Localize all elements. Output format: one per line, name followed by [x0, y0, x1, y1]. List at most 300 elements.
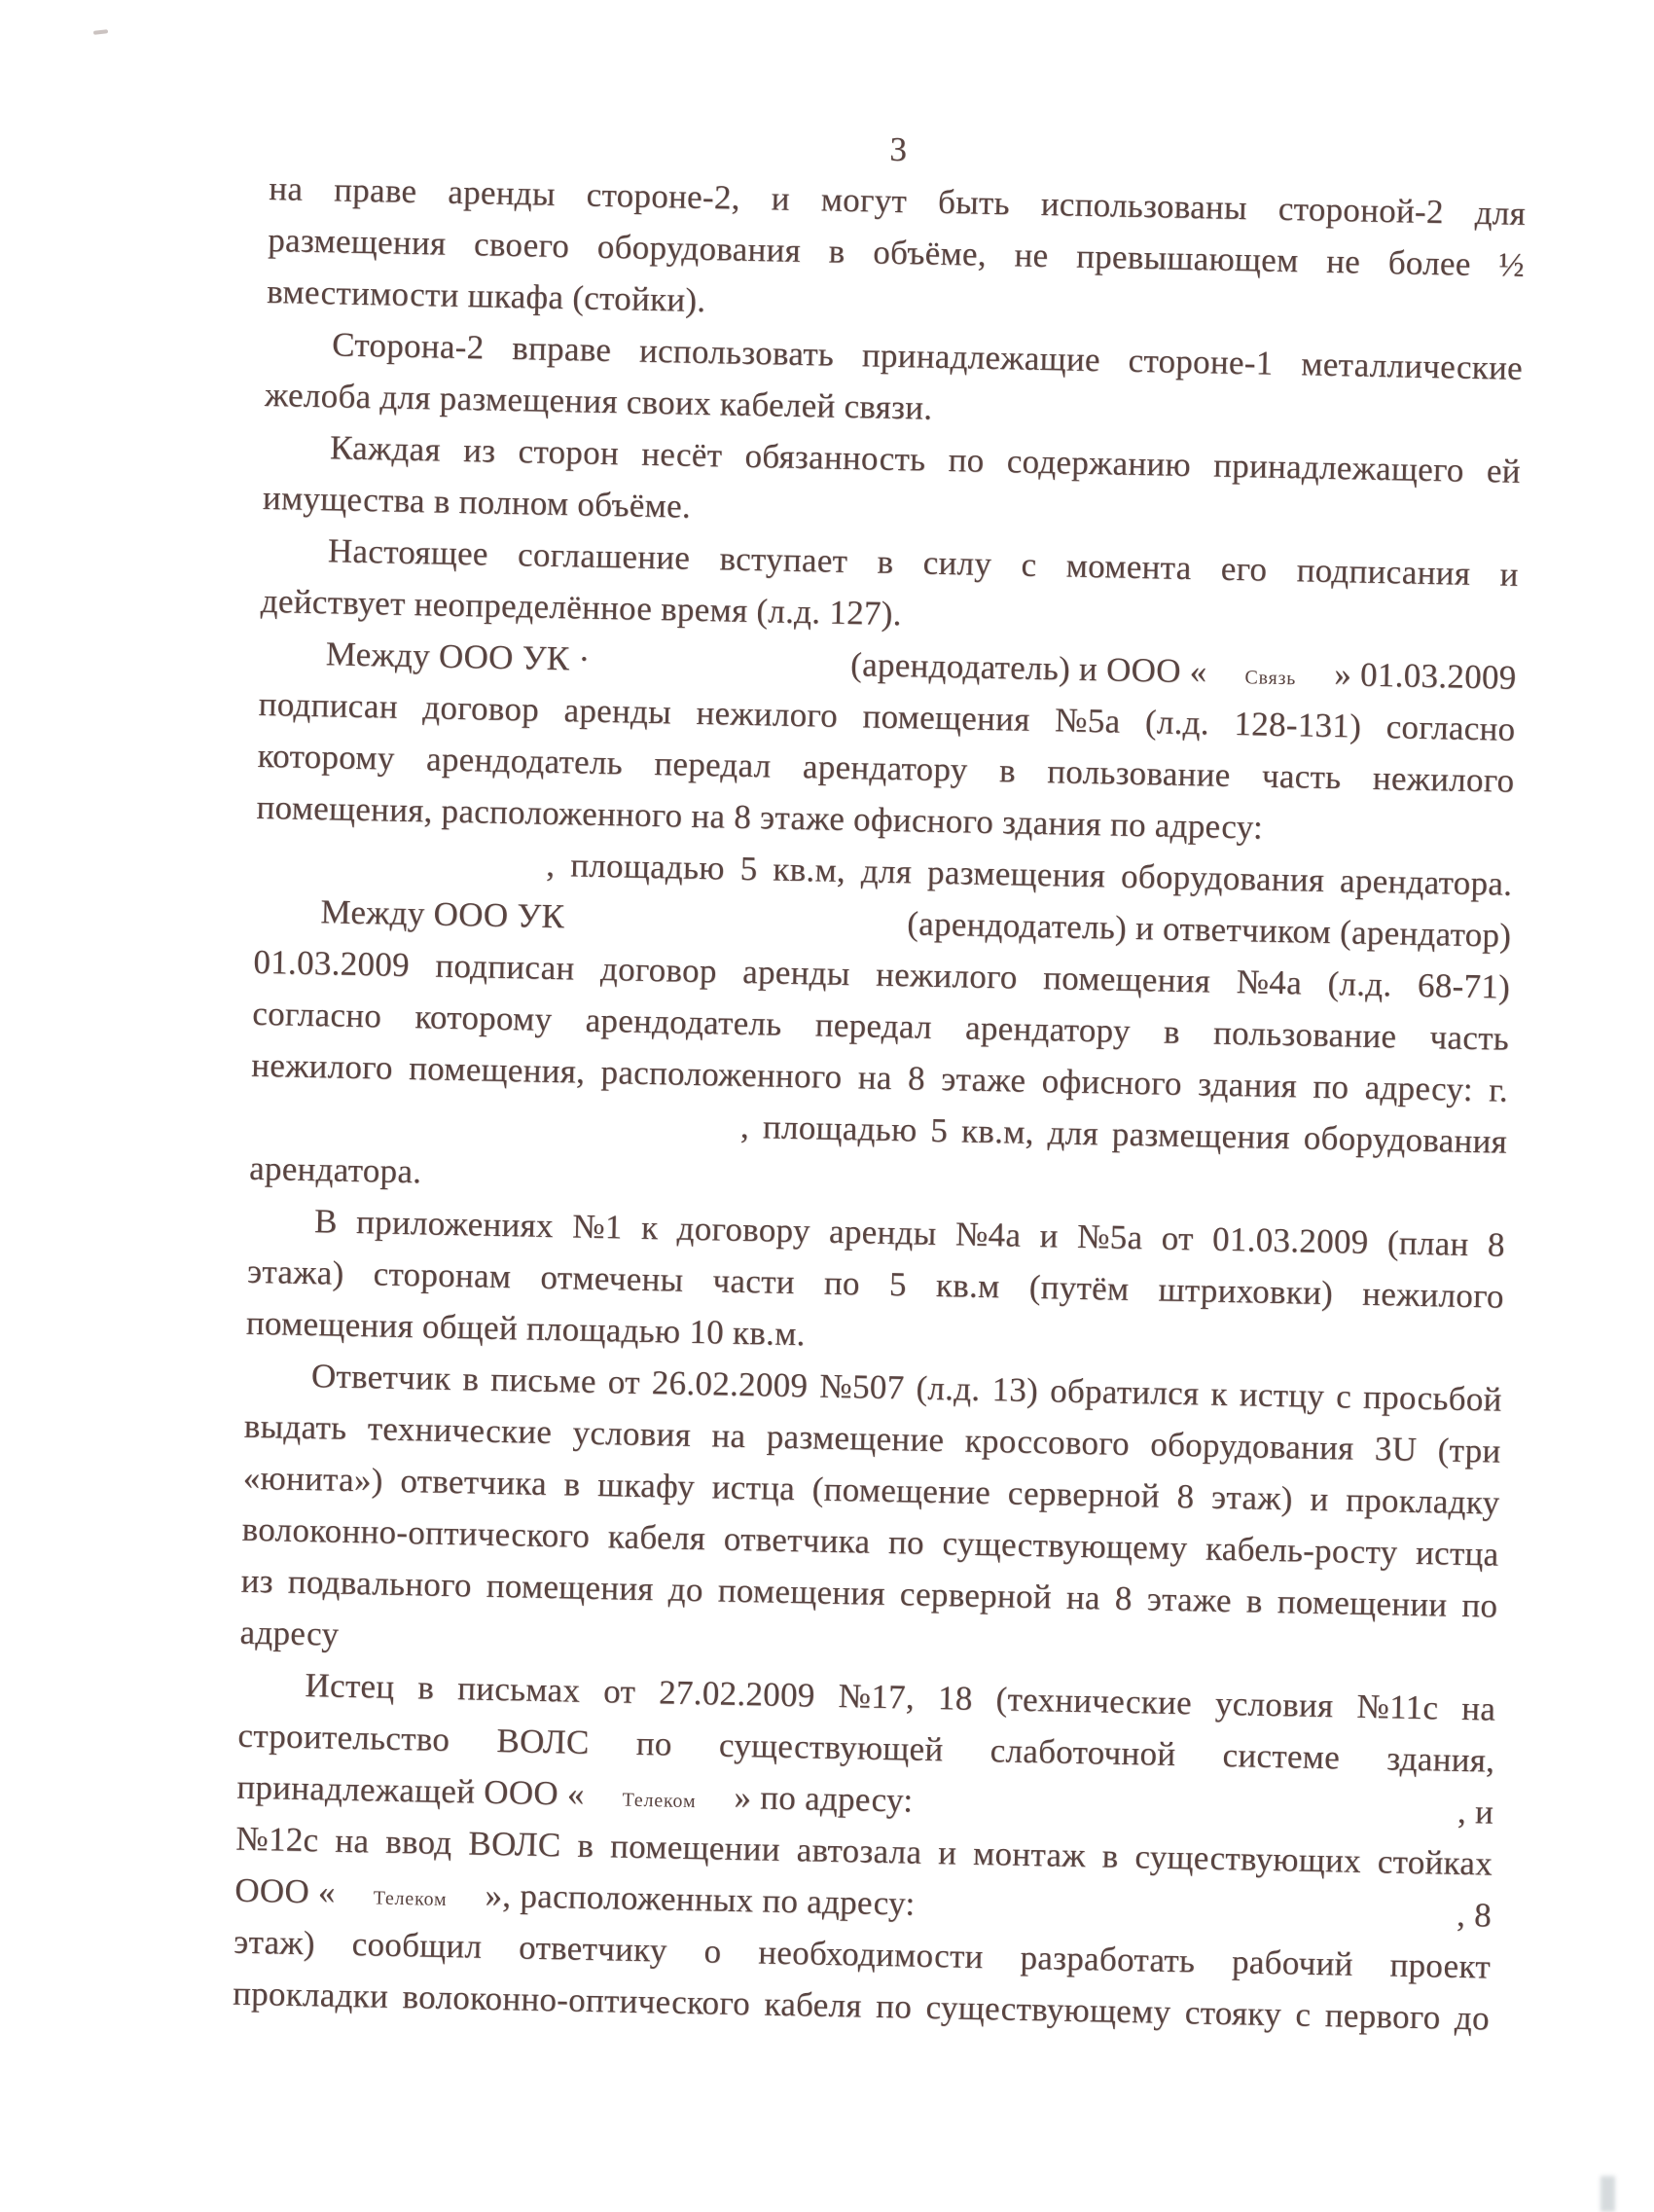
word: 8 — [1176, 1476, 1195, 1516]
word: подписан — [435, 946, 575, 988]
word: сторонам — [373, 1254, 512, 1296]
word: подписания — [1296, 551, 1471, 593]
word: на — [691, 796, 726, 836]
word: 18 — [937, 1679, 973, 1718]
word: Каждая — [329, 428, 442, 469]
word: помещения — [717, 1571, 886, 1613]
word: время — [660, 590, 748, 630]
word: разработать — [1020, 1938, 1196, 1980]
word: ответчиком — [1162, 909, 1332, 952]
word: №4а — [954, 1215, 1022, 1254]
word: кабеля — [764, 1984, 863, 2025]
redacted-blank-gap — [573, 916, 898, 924]
word: обязанность — [744, 436, 926, 479]
word: не — [1325, 241, 1361, 281]
word: (помещение — [811, 1469, 991, 1512]
word: №507 — [819, 1366, 905, 1407]
word: , — [1456, 1792, 1467, 1831]
word: кв.м — [935, 1265, 1001, 1306]
word: вместимости — [266, 272, 460, 314]
word: использованы — [1040, 184, 1248, 228]
word: площадью — [762, 1107, 917, 1149]
word: от — [602, 1672, 636, 1711]
word: адресу: — [804, 1779, 914, 1820]
word: №5а — [1076, 1216, 1143, 1257]
word: №11с — [1356, 1686, 1439, 1727]
word: по — [635, 1723, 673, 1763]
word: соглашение — [517, 535, 691, 577]
word: на — [711, 1416, 746, 1456]
word: кабеля — [607, 1517, 706, 1558]
word: №12с — [234, 1819, 319, 1860]
word: №17, — [838, 1677, 916, 1717]
word: которому — [414, 997, 553, 1038]
word: аренды — [828, 1212, 937, 1252]
word: на — [269, 168, 304, 208]
word: шкафу — [596, 1466, 696, 1506]
word: на — [335, 1821, 370, 1861]
word: ей — [1486, 452, 1522, 490]
word: в — [877, 542, 894, 581]
word: стороной-2 — [1277, 189, 1445, 232]
word: « — [317, 1872, 337, 1911]
word: площадью — [569, 846, 726, 888]
word: до — [667, 1570, 704, 1610]
word: размещения — [267, 220, 447, 263]
word: о — [703, 1932, 722, 1971]
word: существующей — [718, 1725, 944, 1769]
word: 8 — [1473, 1896, 1492, 1935]
redacted-blank-gap — [256, 858, 531, 865]
word: слаботочной — [989, 1731, 1176, 1774]
word: » — [1333, 655, 1352, 694]
word: 5 — [739, 849, 758, 888]
word: размещения — [1111, 1114, 1291, 1157]
word: аренды — [741, 952, 851, 994]
word: кроссового — [964, 1421, 1131, 1463]
redacted-blank-gap — [921, 1800, 1449, 1812]
word: здания — [1001, 803, 1102, 844]
word: размещение — [766, 1417, 945, 1460]
word: от — [1161, 1218, 1195, 1258]
word: (три — [1437, 1431, 1501, 1470]
word: условия — [1214, 1684, 1334, 1725]
word: « — [1189, 652, 1207, 691]
word: до — [1454, 1998, 1491, 2038]
word: по — [948, 441, 985, 480]
word: передал — [654, 744, 772, 785]
word: превышающем — [1075, 236, 1299, 280]
word: ООО — [433, 894, 509, 935]
word: «юнита») — [242, 1458, 384, 1500]
word: сторон — [518, 432, 620, 473]
word: просьбой — [1362, 1377, 1503, 1419]
word: Между — [325, 635, 431, 675]
word: этаж) — [1210, 1477, 1294, 1518]
word: договор — [422, 688, 540, 729]
word: истца — [1415, 1533, 1499, 1574]
word: и — [937, 1833, 957, 1872]
inserted-small-text: Телеком — [373, 1887, 448, 1911]
word: по — [762, 1881, 799, 1921]
word: стороне-2, — [586, 175, 741, 217]
word: вступает — [719, 539, 848, 580]
word: пользование — [1046, 752, 1231, 794]
word: к — [1210, 1374, 1229, 1414]
word: 5 — [888, 1265, 908, 1304]
word: договору — [676, 1209, 811, 1251]
word: ООО — [234, 1870, 310, 1911]
word: и — [1474, 1793, 1494, 1831]
word: в — [433, 482, 451, 521]
word: по — [1109, 805, 1147, 845]
word: (стойки). — [571, 278, 706, 320]
page-number: 3 — [889, 129, 908, 169]
word: действует — [260, 581, 407, 623]
word: №1 — [571, 1207, 624, 1247]
word: арендатора. — [1339, 861, 1513, 903]
word: (арендодатель) — [849, 645, 1071, 688]
word: ½ — [1498, 245, 1526, 284]
word: на — [857, 1058, 893, 1098]
word: быть — [937, 182, 1011, 223]
word: условия — [572, 1413, 692, 1454]
word: Сторона-2 — [331, 325, 485, 367]
word: прокладки — [232, 1974, 389, 2015]
word: 10 — [689, 1312, 725, 1352]
word: (путём — [1028, 1267, 1130, 1308]
word: нежилого — [1372, 758, 1515, 800]
word: · — [578, 639, 591, 678]
word: (л.д. — [1144, 703, 1210, 743]
word: стороне-1 — [1128, 341, 1274, 382]
word: неопределённое — [414, 585, 653, 628]
word: этажа) — [246, 1251, 344, 1292]
word: размещения — [926, 852, 1106, 895]
word: помещении — [1276, 1582, 1448, 1624]
word: прокладку — [1345, 1480, 1500, 1522]
word: ответчика — [723, 1519, 871, 1561]
word: » — [734, 1777, 752, 1817]
word: существующему — [942, 1524, 1188, 1568]
word: адресу: — [1364, 1068, 1474, 1109]
word: принадлежащего — [1212, 446, 1465, 490]
word: стойках — [1377, 1842, 1493, 1883]
word: металлические — [1300, 344, 1524, 387]
word: из — [240, 1561, 274, 1601]
word: Настоящее — [327, 531, 489, 573]
word: вправе — [511, 329, 612, 370]
word: по — [1461, 1585, 1498, 1625]
word: для — [379, 378, 432, 417]
word: по — [875, 1986, 913, 2026]
word: 8 — [733, 797, 752, 837]
word: офисного — [852, 800, 994, 842]
word: подписан — [258, 684, 399, 726]
word: по — [887, 1523, 925, 1562]
word: , — [546, 845, 556, 885]
word: 3U — [1374, 1430, 1418, 1469]
word: проект — [1389, 1945, 1492, 1986]
word: системе — [1222, 1735, 1341, 1777]
word: нежилого — [875, 955, 1019, 997]
word: на — [1065, 1577, 1101, 1617]
word: по — [1312, 1067, 1349, 1106]
word: оборудования — [1120, 856, 1325, 899]
word: арендатора. — [248, 1148, 422, 1191]
word: нежилого — [696, 693, 839, 735]
word: общей — [421, 1307, 519, 1348]
word: помещения — [862, 697, 1030, 739]
word: строительство — [237, 1716, 450, 1759]
word: (л.д. — [1327, 963, 1392, 1004]
word: здания — [1197, 1065, 1298, 1106]
word: Между — [320, 892, 426, 933]
word: содержанию — [1006, 442, 1192, 485]
word: серверной — [1007, 1473, 1161, 1515]
word: 5 — [930, 1110, 949, 1150]
word: УК — [516, 896, 565, 936]
word: оборудования — [596, 227, 802, 270]
word: этаже — [940, 1060, 1026, 1100]
word: несёт — [640, 434, 723, 475]
word: 26.02.2009 — [651, 1363, 809, 1405]
word: письмах — [456, 1669, 581, 1710]
word: арендодатель — [425, 740, 624, 782]
word: серверной — [899, 1575, 1053, 1616]
word: в — [998, 751, 1017, 790]
word: в — [1163, 1012, 1181, 1051]
word: , — [739, 1106, 750, 1146]
word: существующему — [925, 1987, 1171, 2031]
word: оборудования — [1149, 1425, 1354, 1468]
word: помещении — [609, 1827, 781, 1868]
word: помещения — [245, 1303, 414, 1346]
word: в — [1245, 1581, 1264, 1620]
word: 8 — [1487, 1225, 1506, 1264]
word: по — [823, 1263, 861, 1303]
word: письме — [489, 1360, 597, 1400]
word: №4а — [1236, 962, 1303, 1002]
word: которому — [257, 736, 396, 778]
word: необходимости — [757, 1933, 985, 1976]
word: « — [566, 1774, 586, 1813]
word: г. — [1488, 1070, 1509, 1109]
word: и — [1039, 1216, 1060, 1255]
word: расположенных — [520, 1876, 754, 1920]
word: 01.03.2009 — [253, 942, 411, 985]
word: аренды — [563, 691, 672, 732]
word: пользование — [1212, 1013, 1397, 1056]
word: от — [607, 1362, 641, 1401]
word: согласно — [251, 994, 382, 1035]
word: », — [485, 1875, 512, 1915]
word: могут — [820, 180, 908, 221]
word: часть — [1261, 756, 1342, 797]
word: здания, — [1385, 1739, 1495, 1780]
word: (технические — [995, 1680, 1193, 1722]
word: волоконно-оптического — [402, 1977, 751, 2023]
word: для — [1474, 193, 1527, 233]
word: 128-131) — [1234, 705, 1362, 745]
word: (л.д. — [756, 592, 821, 632]
word: арендатору — [964, 1008, 1132, 1050]
word: помещения, — [408, 1049, 586, 1091]
word: помещения, — [256, 787, 434, 830]
word: с — [1295, 1995, 1312, 2034]
word: 13) — [991, 1370, 1039, 1410]
word: праве — [333, 170, 417, 211]
word: этаже — [759, 798, 845, 838]
word: 127). — [828, 593, 903, 634]
text-block — [233, 111, 1528, 2045]
word: к — [640, 1208, 659, 1248]
word: договор — [599, 949, 718, 991]
word: рабочий — [1231, 1942, 1354, 1983]
word: желоба — [264, 375, 372, 417]
word: на — [1460, 1688, 1496, 1728]
word: (арендатор) — [1339, 913, 1512, 955]
word: штриховки) — [1158, 1270, 1334, 1313]
word: ВОЛС — [496, 1722, 591, 1761]
word: из — [462, 431, 496, 470]
word: , — [1456, 1895, 1466, 1935]
word: аренды — [447, 172, 557, 213]
word: выдать — [243, 1406, 347, 1447]
word: и — [1134, 909, 1155, 948]
inserted-small-text: Телеком — [622, 1789, 697, 1813]
word: монтаж — [972, 1833, 1087, 1875]
word: адресу — [239, 1613, 340, 1653]
word: не — [1014, 236, 1049, 275]
word: 01.03.2009 — [1211, 1219, 1369, 1261]
inserted-small-text: Связь — [1244, 667, 1297, 690]
word: и — [1499, 555, 1519, 594]
word: нежилого — [1361, 1274, 1505, 1316]
word: оборудования — [1303, 1118, 1508, 1161]
word: помещения — [1042, 959, 1211, 1000]
word: приложениях — [355, 1203, 555, 1246]
word: части — [712, 1261, 796, 1302]
word: ООО — [438, 636, 515, 677]
word: согласно — [1385, 707, 1516, 748]
word: 8 — [1114, 1578, 1133, 1618]
word: шкафа — [467, 276, 564, 317]
word: подвального — [287, 1562, 473, 1605]
word: волоконно-оптического — [241, 1509, 591, 1555]
word: момента — [1065, 546, 1192, 588]
word: более — [1387, 243, 1472, 283]
word: своего — [473, 225, 570, 266]
word: кабелей — [719, 384, 836, 425]
word: 27.02.2009 — [658, 1673, 816, 1715]
word: ввод — [384, 1822, 452, 1863]
word: часть — [1429, 1018, 1510, 1058]
word: в — [828, 232, 845, 271]
word: обратился — [1049, 1371, 1200, 1413]
word: нежилого — [250, 1045, 394, 1087]
word: силу — [922, 543, 992, 583]
word: ООО — [483, 1772, 559, 1813]
word: истцу — [1239, 1375, 1325, 1416]
word: (л.д. — [916, 1368, 981, 1408]
word: адресу: — [806, 1882, 916, 1923]
word: площадью — [525, 1309, 681, 1351]
scan-artifact-smudge — [1600, 2176, 1615, 2212]
word: кв.м. — [732, 1313, 807, 1354]
word: офисного — [1041, 1062, 1183, 1103]
word: полном — [458, 482, 569, 524]
scan-artifact-dash — [93, 29, 108, 35]
word: и — [1078, 649, 1098, 689]
word: (арендодатель) — [906, 904, 1128, 947]
word: в — [1101, 1836, 1119, 1875]
word: размещения — [439, 379, 619, 421]
word: ВОЛС — [468, 1824, 561, 1865]
word: расположенного — [441, 791, 683, 835]
word: адресу: — [1154, 806, 1264, 847]
word: и — [1310, 1479, 1329, 1519]
word: в — [462, 1360, 480, 1398]
word: принадлежащие — [861, 336, 1101, 380]
word: существующих — [1134, 1837, 1362, 1880]
word: в — [417, 1668, 435, 1707]
word: с — [1021, 545, 1037, 584]
word: этаж) — [233, 1922, 316, 1963]
word: технические — [367, 1409, 553, 1452]
word: отмечены — [540, 1257, 684, 1299]
word: первого — [1324, 1996, 1441, 2037]
word: расположенного — [600, 1053, 843, 1096]
word: связи. — [844, 386, 933, 427]
word: передал — [814, 1005, 933, 1046]
word: этаже — [1146, 1579, 1233, 1620]
word: с — [1335, 1377, 1352, 1416]
word: арендатору — [802, 747, 968, 789]
word: ООО — [1105, 650, 1182, 690]
word: ответчику — [518, 1928, 668, 1970]
word: Истец — [305, 1666, 395, 1706]
word: кв.м, — [960, 1111, 1035, 1151]
word: №5а — [1054, 701, 1121, 741]
word: его — [1220, 549, 1268, 589]
word: сообщил — [351, 1925, 483, 1966]
word: УК — [521, 638, 570, 678]
word: 01.03.2009 — [1359, 655, 1517, 697]
word: кв.м, — [773, 850, 846, 890]
word: Ответчик — [310, 1357, 451, 1397]
word: объёме, — [872, 233, 988, 273]
word: в — [577, 1826, 594, 1866]
word: 8 — [907, 1059, 926, 1098]
redacted-blank-gap — [250, 1116, 727, 1127]
word: автозала — [796, 1831, 922, 1871]
word: принадлежащей — [236, 1767, 476, 1811]
word: своих — [626, 382, 712, 423]
word: использовать — [638, 331, 835, 374]
redacted-blank-gap — [923, 1904, 1448, 1915]
word: (план — [1386, 1223, 1469, 1263]
word: и — [771, 179, 791, 218]
word: объёме. — [577, 485, 692, 526]
word: арендодатель — [585, 1000, 782, 1043]
word: для — [1047, 1113, 1099, 1153]
word: истца — [711, 1468, 796, 1508]
word: кабель-росту — [1205, 1529, 1398, 1572]
word: стояку — [1184, 1993, 1282, 2034]
word: ответчика — [400, 1461, 548, 1503]
word: имущества — [262, 478, 426, 521]
